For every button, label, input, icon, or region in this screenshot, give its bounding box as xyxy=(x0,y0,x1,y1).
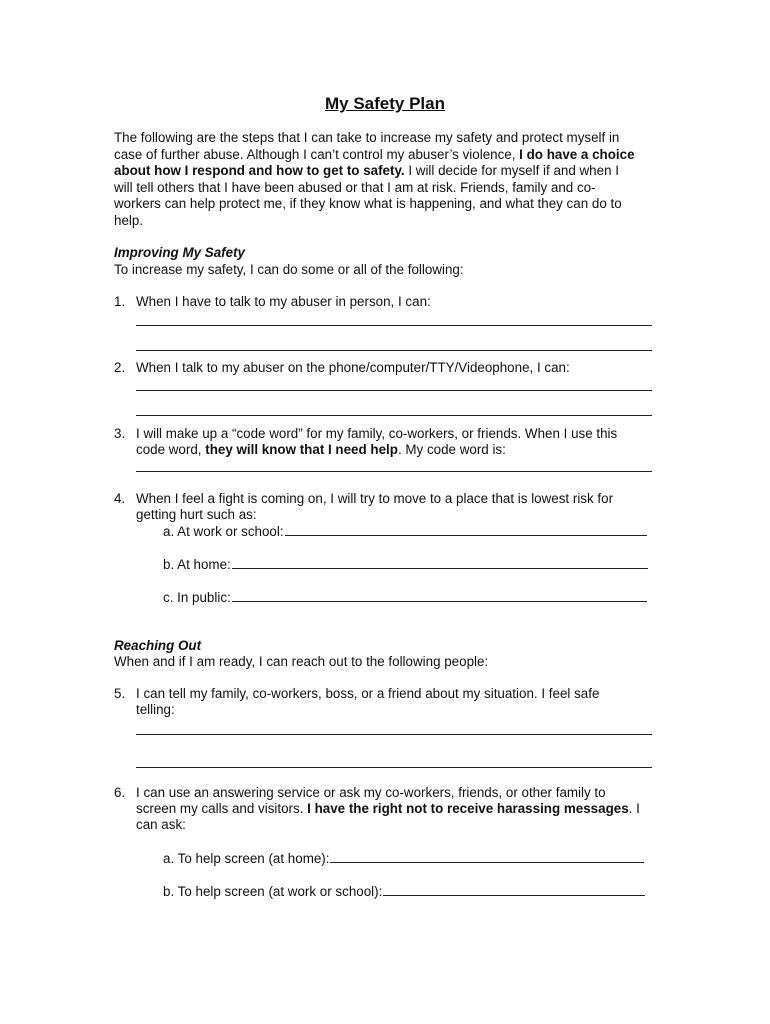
intro-line: case of further abuse. Although I can’t control my abuser’s violence, I do have a choice xyxy=(114,146,635,162)
answer-line[interactable] xyxy=(330,850,644,863)
item-4-text: When I feel a fight is coming on, I will try to move to a place that is lowest risk for xyxy=(136,491,614,506)
intro-line: will tell others that I have been abused or that I am at risk. Friends, family and co- xyxy=(114,179,596,195)
item-1-text: When I have to talk to my abuser in person, I can: xyxy=(136,294,431,309)
answer-line[interactable] xyxy=(136,390,652,391)
section-heading-improving-safety: Improving My Safety xyxy=(114,245,245,260)
answer-line[interactable] xyxy=(232,556,648,569)
sub-item-screen-home: a. To help screen (at home): xyxy=(163,850,644,868)
item-2-text: When I talk to my abuser on the phone/computer/TTY/Videophone, I can: xyxy=(136,360,570,375)
sub-item-home: b. At home: xyxy=(163,556,648,574)
intro-paragraph xyxy=(114,130,662,229)
item-6-emphasis: I have the right not to receive harassing messages xyxy=(307,801,629,816)
answer-line[interactable] xyxy=(232,589,647,602)
item-number: 3. xyxy=(114,426,126,441)
intro-emphasis: about how I respond and how to get to safety. xyxy=(114,163,405,178)
item-number: 4. xyxy=(114,491,126,506)
sub-item-screen-work: b. To help screen (at work or school): xyxy=(163,883,645,901)
answer-line[interactable] xyxy=(136,471,652,472)
page-title: My Safety Plan xyxy=(325,94,445,113)
sub-item-public: c. In public: xyxy=(163,589,647,607)
intro-line: workers can help protect me, if they know what is happening, and what they can do to xyxy=(114,196,622,211)
item-4-text: getting hurt such as: xyxy=(136,507,257,522)
answer-line[interactable] xyxy=(136,325,652,326)
item-5-text: I can tell my family, co-workers, boss, or a friend about my situation. I feel safe xyxy=(136,686,600,701)
item-6-text: screen my calls and visitors. I have the right not to receive harassing messages. I xyxy=(136,801,640,816)
answer-line[interactable] xyxy=(136,415,652,416)
answer-line[interactable] xyxy=(136,734,652,735)
section-subtitle: When and if I am ready, I can reach out to the following people: xyxy=(114,654,489,669)
intro-line: The following are the steps that I can take to increase my safety and protect myself in xyxy=(114,130,620,145)
item-5-text: telling: xyxy=(136,702,175,717)
sub-item-work-school: a. At work or school: xyxy=(163,523,647,541)
section-heading-reaching-out: Reaching Out xyxy=(114,638,202,653)
intro-emphasis: I do have a choice xyxy=(519,146,635,162)
item-3-text: I will make up a “code word” for my family, co-workers, or friends. When I use this xyxy=(136,426,618,441)
section-subtitle: To increase my safety, I can do some or all of the following: xyxy=(114,262,464,277)
item-3-emphasis: they will know that I need help xyxy=(205,442,398,457)
intro-line: about how I respond and how to get to safety. I will decide for myself if and when I xyxy=(114,163,619,178)
intro-line: help. xyxy=(114,212,144,228)
item-6-text: I can use an answering service or ask my co-workers, friends, or other family to xyxy=(136,785,606,800)
item-number: 6. xyxy=(114,785,126,800)
answer-line[interactable] xyxy=(136,767,652,768)
item-6-text: can ask: xyxy=(136,817,186,832)
answer-line[interactable] xyxy=(136,350,652,351)
item-number: 5. xyxy=(114,686,126,701)
item-number: 1. xyxy=(114,294,126,309)
answer-line[interactable] xyxy=(285,523,647,536)
answer-line[interactable] xyxy=(383,883,645,896)
item-number: 2. xyxy=(114,360,126,375)
item-3-text: code word, they will know that I need help. My code word is: xyxy=(136,442,506,457)
